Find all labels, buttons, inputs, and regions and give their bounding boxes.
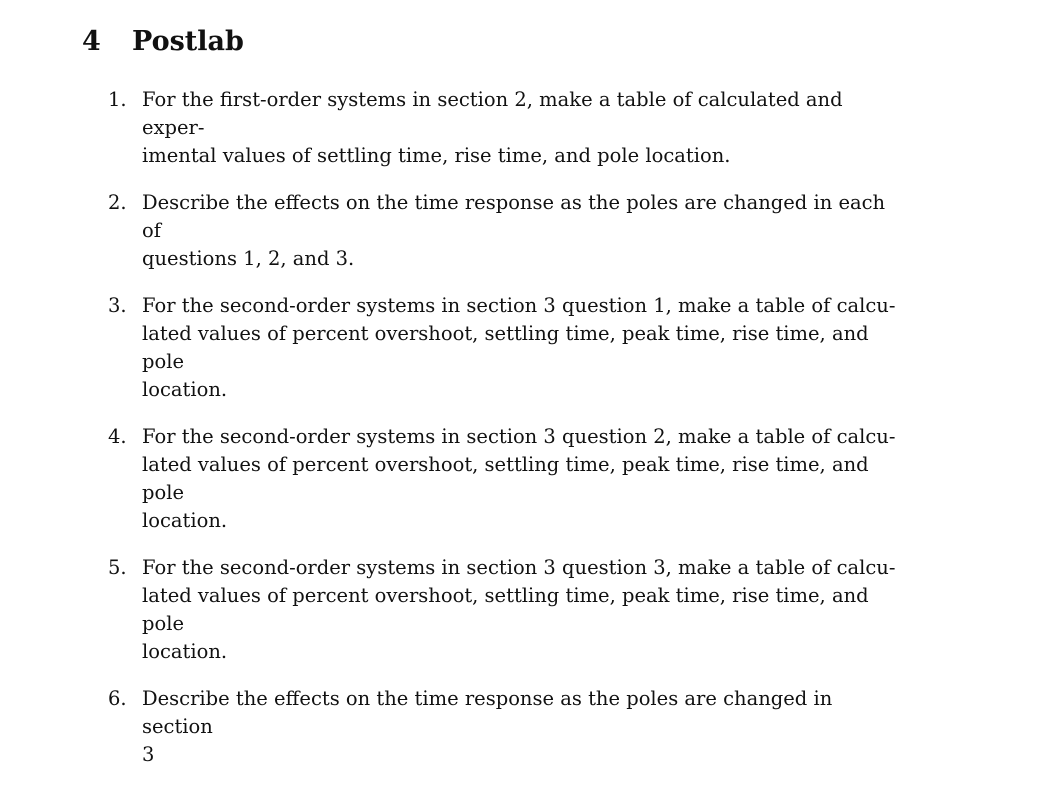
item-text-line: Describe the effects on the time response as the poles are changed in section: [142, 687, 833, 738]
list-item-6: [108, 685, 898, 769]
item-text: [142, 292, 898, 404]
item-number: 6.: [108, 687, 127, 710]
item-text-line: location.: [142, 378, 228, 401]
item-text-line: location.: [142, 640, 228, 663]
list-item-1: [108, 86, 898, 170]
list-item-2: [108, 189, 898, 273]
item-text-line: For the second-order systems in section 3 question 3, make a table of calcu-: [142, 556, 896, 579]
item-text-line: location.: [142, 509, 228, 532]
list-item-4: [108, 423, 898, 535]
item-number: 5.: [108, 556, 127, 579]
item-text-line: questions 1, 2, and 3.: [142, 247, 355, 270]
item-text: [142, 423, 898, 535]
section-number: 4: [82, 26, 101, 57]
item-number: 3.: [108, 294, 127, 317]
item-text-line: Describe the effects on the time response as the poles are changed in each of: [142, 191, 886, 242]
list-item-5: [108, 554, 898, 666]
item-text: [142, 86, 898, 170]
item-text-line: For the second-order systems in section 3 question 2, make a table of calcu-: [142, 425, 896, 448]
item-text-line: For the first-order systems in section 2, make a table of calculated and exper-: [142, 88, 843, 139]
item-text-line: lated values of percent overshoot, settling time, peak time, rise time, and pole: [142, 453, 869, 504]
list-item-3: [108, 292, 898, 404]
item-text-line: For the second-order systems in section 3 question 1, make a table of calcu-: [142, 294, 896, 317]
item-text-line: 3: [142, 743, 155, 766]
item-text: [142, 685, 898, 769]
section-heading: [82, 22, 244, 62]
item-number: 2.: [108, 191, 127, 214]
item-number: 1.: [108, 88, 127, 111]
item-text: [142, 554, 898, 666]
item-number: 4.: [108, 425, 127, 448]
section-title: Postlab: [132, 26, 244, 57]
item-text-line: imental values of settling time, rise time, and pole location.: [142, 144, 731, 167]
item-text: [142, 189, 898, 273]
item-text-line: lated values of percent overshoot, settling time, peak time, rise time, and pole: [142, 322, 869, 373]
postlab-question-list: [108, 86, 898, 788]
item-text-line: lated values of percent overshoot, settling time, peak time, rise time, and pole: [142, 584, 869, 635]
